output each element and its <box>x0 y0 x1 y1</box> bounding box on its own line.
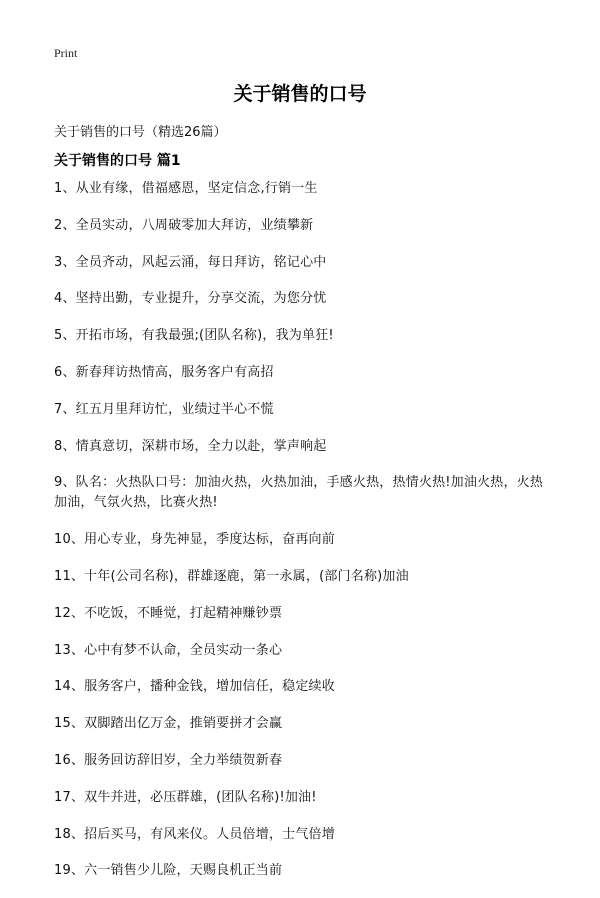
list-item: 18、招后买马，有风来仪。人员倍增，士气倍增 <box>54 826 335 842</box>
list-item: 15、双脚踏出亿万金，推销要拼才会赢 <box>54 716 283 732</box>
list-item: 14、服务客户，播种金钱，增加信任，稳定续收 <box>54 679 335 695</box>
document-title: 关于销售的口号 <box>233 83 367 105</box>
document-subtitle: 关于销售的口号（精选26篇） <box>54 125 227 140</box>
list-item: 13、心中有梦不认命，全员实动一条心 <box>54 642 283 658</box>
list-item: 17、双牛并进，必压群雄，(团队名称)!加油! <box>54 789 317 805</box>
list-item: 5、开拓市场，有我最强;(团队名称)，我为单狂! <box>54 328 334 344</box>
list-item: 9、队名：火热队口号：加油火热，火热加油，手感火热，热情火热!加油火热，火热加油，气氛火热，比赛火热! <box>54 475 544 511</box>
list-item: 2、全员实动，八周破零加大拜访，业绩攀新 <box>54 217 314 233</box>
list-item: 4、坚持出勤，专业提升，分享交流，为您分忧 <box>54 291 327 307</box>
list-item: 3、全员齐动，风起云涌，每日拜访，铭记心中 <box>54 254 327 270</box>
list-item: 6、新春拜访热情高，服务客户有高招 <box>54 364 274 380</box>
list-item: 11、十年(公司名称)，群雄逐鹿，第一永属，(部门名称)加油 <box>54 568 409 584</box>
section-heading: 关于销售的口号 篇1 <box>54 153 181 169</box>
list-item: 1、从业有缘，借福感恩，坚定信念,行销一生 <box>54 181 318 196</box>
list-item: 8、情真意切，深耕市场，全力以赴，掌声响起 <box>54 438 327 454</box>
list-item: 7、红五月里拜访忙，业绩过半心不慌 <box>54 401 274 417</box>
list-item: 19、六一销售少儿险，天赐良机正当前 <box>54 863 283 879</box>
list-item: 10、用心专业，身先神显，季度达标，奋再向前 <box>54 532 335 548</box>
slogan-list <box>54 179 554 898</box>
print-label: Print <box>54 46 78 60</box>
list-item: 12、不吃饭，不睡觉，打起精神赚钞票 <box>54 605 283 621</box>
list-item: 16、服务回访辞旧岁，全力举绩贺新春 <box>54 752 283 768</box>
